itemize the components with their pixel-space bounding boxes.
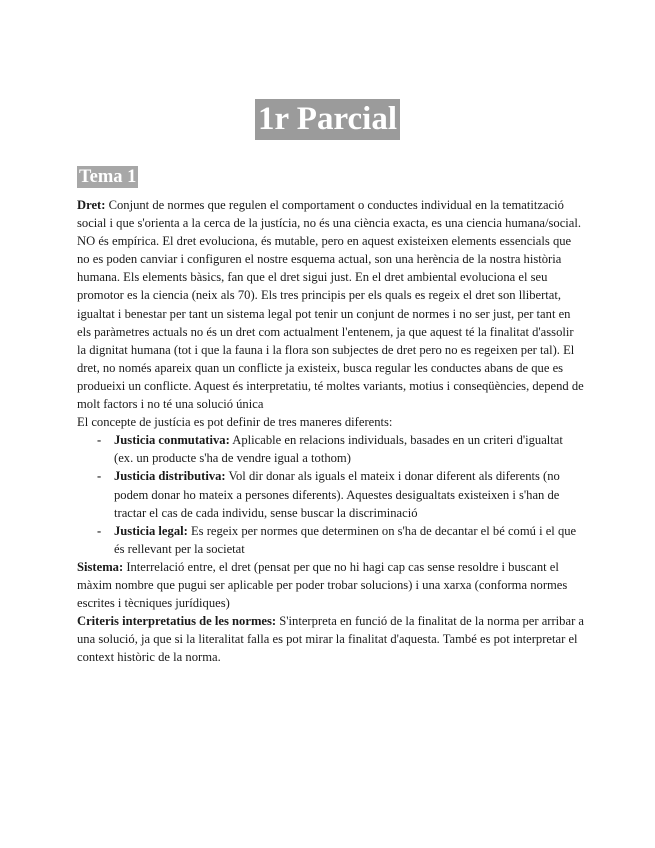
- text-dret: Conjunt de normes que regulen el comportament o conductes individual en la tematització social i que s'orienta a la cerca de la justícia, no és una ciència exacta, es una ciencia humana/social. NO és empírica. El dret evoluciona, és mutable, pero en aquest existeixen elements essencials que no es poden canviar i configuren el nostre esquema actual, son una herència de la nostra història humana. Els elements bàsics, fan que el dret sigui just. En el dret ambiental evoluciona el seu promotor es la ciencia (neix als 70). Els tres principis per els quals es regeix el dret son llibertat, igualtat i benestar per tant un sistema legal pot tenir un conjunt de normes i no ser just, per tant en els paràmetres actuals no és un dret com actualment l'entenem, ja que aquest té la finalitat d'assolir la dignitat humana (tot i que la fauna i la flora son subjectes de dret pero no es regeixen per tal). El dret, no només apareix quan un conflicte ja existeix, busca regular les conductes abans de que es produeixi un conflicte. Aquest és interpretatiu, té moltes variants, motius i conseqüències, depend de molt factors i no té una solució única: [77, 198, 584, 412]
- term-justicia-distributiva: Justicia distributiva:: [114, 469, 226, 484]
- paragraph-criteris: [77, 612, 585, 666]
- list-item: [114, 467, 585, 521]
- term-dret: Dret:: [77, 198, 106, 212]
- term-criteris: Criteris interpretatius de les normes:: [77, 614, 277, 629]
- list-item: [114, 522, 585, 558]
- list-item: [114, 431, 585, 467]
- document-body: [77, 196, 585, 666]
- term-sistema: Sistema:: [77, 559, 124, 574]
- justice-types-list: [77, 431, 585, 558]
- paragraph-justice-intro: El concepte de justícia es pot definir de tres maneres diferents:: [77, 415, 393, 430]
- text-justicia-conmutativa: Aplicable en relacions individuals, basades en un criteri d'igualtat (ex. un producte s'ha de vendre igual a tothom): [114, 433, 563, 466]
- page-title: 1r Parcial: [255, 99, 400, 140]
- section-heading: Tema 1: [79, 167, 137, 187]
- term-justicia-legal: Justicia legal:: [114, 523, 188, 538]
- text-sistema: Interrelació entre, el dret (pensat per que no hi hagi cap cas sense resoldre i buscant el màxim nombre que pugui ser aplicable per poder trobar solucions) i una xarxa (conforma normes escrites i tècniques jurídiques): [77, 559, 568, 611]
- text-justicia-distributiva: Vol dir donar als iguals el mateix i donar diferent als diferents (no podem donar ho mateix a persones diferents). Aquestes desigualtats existeixen i s'han de tractar el cas de cada individu, sense buscar la discriminació: [114, 469, 560, 520]
- paragraph-dret: [77, 196, 585, 413]
- paragraph-sistema: [77, 558, 585, 612]
- text-justicia-legal: Es regeix per normes que determinen on s'ha de decantar el bé comú i el que és rellevant per la societat: [114, 523, 577, 556]
- term-justicia-conmutativa: Justicia conmutativa:: [114, 433, 230, 448]
- page-title-container: [0, 99, 655, 140]
- text-criteris: S'interpreta en funció de la finalitat de la norma per arribar a una solució, ja que si la literalitat falla es pot mirar la finalitat d'aquesta. També es pot interpretar el context històric de la norma.: [77, 614, 585, 665]
